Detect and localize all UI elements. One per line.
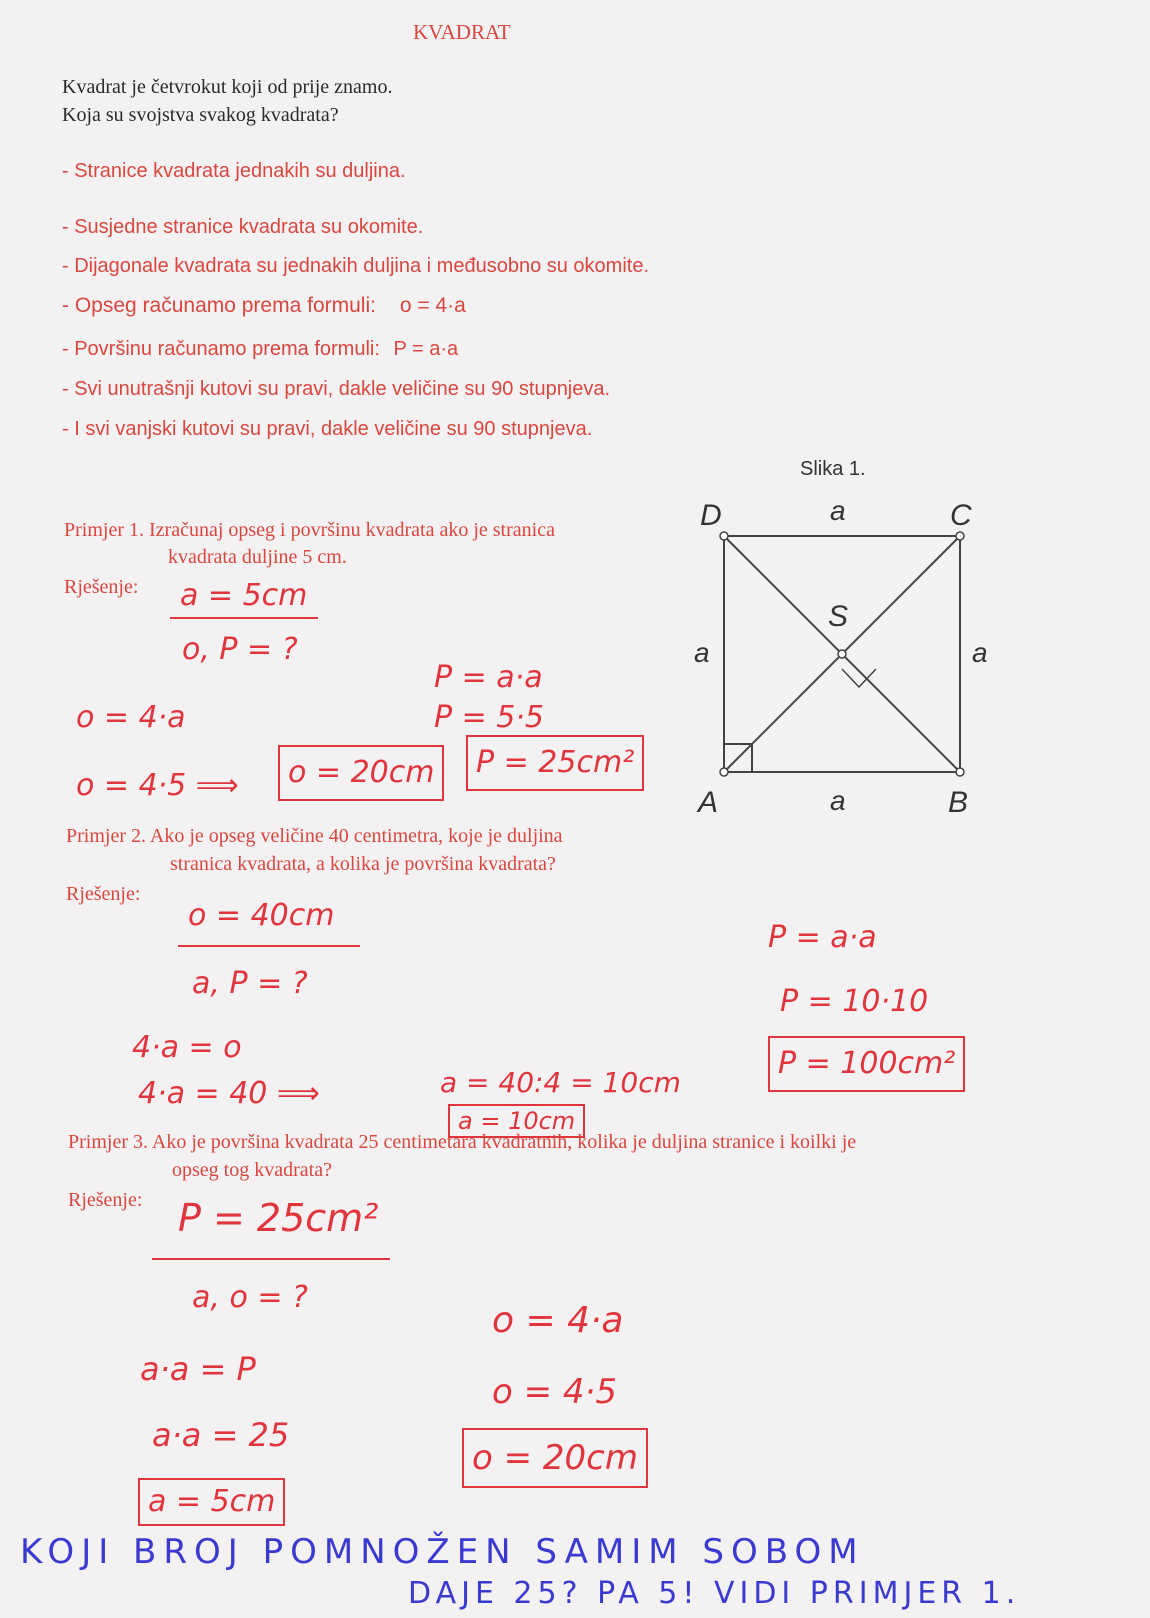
example-3-text-1: Ako je površina kvadrata 25 centimetara kvadratnih, kolika je duljina stranice i koilki je (151, 1131, 857, 1153)
ex3-find: a, o = ? (192, 1280, 308, 1315)
example-1-text-2: kvadrata duljine 5 cm. (168, 546, 347, 568)
ex3-right-result: o = 20cm (462, 1428, 648, 1488)
ex2-given-rule (178, 945, 360, 947)
property-2: - Susjedne stranice kvadrata su okomite. (62, 216, 424, 238)
ex1-given-rule (170, 617, 318, 619)
ex2-middle-result: a = 10cm (448, 1104, 585, 1138)
ex1-given: a = 5cm (180, 578, 308, 613)
intro-line-2: Koja su svojstva svakog kvadrata? (62, 104, 339, 126)
ex3-right-1: o = 4·a (492, 1300, 624, 1341)
example-3-title (68, 1131, 856, 1154)
side-label-left: a (694, 637, 710, 668)
area-formula: P = a·a (393, 338, 459, 360)
vertex-d: D (700, 499, 722, 532)
example-3-text-2: opseg tog kvadrata? (172, 1159, 332, 1181)
square-figure (690, 490, 1010, 830)
ex2-right-1: P = a·a (768, 920, 877, 955)
example-2-text-1: Ako je opseg veličine 40 centimetra, koje je duljina (149, 825, 563, 847)
example-2-solution-label: Rješenje: (66, 883, 141, 905)
ex2-right-2: P = 10·10 (780, 984, 929, 1019)
example-3-solution-label: Rješenje: (68, 1189, 143, 1211)
example-1-title (64, 519, 555, 542)
example-3-label: Primjer 3. (68, 1131, 148, 1153)
example-1-text-1: Izračunaj opseg i površinu kvadrata ako je stranica (149, 519, 555, 541)
property-7: - I svi vanjski kutovi su pravi, dakle veličine su 90 stupnjeva. (62, 418, 593, 440)
property-1: - Stranice kvadrata jednakih su duljina. (62, 160, 406, 182)
perimeter-formula: o = 4·a (399, 294, 466, 317)
example-1-label: Primjer 1. (64, 519, 144, 541)
side-label-top: a (830, 495, 846, 526)
property-6: - Svi unutrašnji kutovi su pravi, dakle veličine su 90 stupnjeva. (62, 378, 611, 400)
example-2-label: Primjer 2. (66, 825, 146, 847)
ex3-left-2: a·a = 25 (152, 1416, 290, 1454)
ex2-right-result: P = 100cm² (768, 1036, 965, 1092)
ex2-middle: a = 40:4 = 10cm (440, 1066, 681, 1099)
vertex-b: B (948, 786, 969, 819)
intro-line-1: Kvadrat je četvrokut koji od prije znamo. (62, 76, 393, 98)
property-5 (62, 338, 458, 361)
ex3-right-2: o = 4·5 (492, 1372, 617, 1412)
ex1-right-result: P = 25cm² (466, 735, 644, 791)
ex3-left-1: a·a = P (140, 1350, 256, 1388)
example-2-title (66, 825, 563, 848)
side-label-bottom: a (830, 785, 846, 816)
ex3-left-result: a = 5cm (138, 1478, 285, 1526)
center-s: S (828, 600, 849, 633)
ex1-left-2: o = 4·5 ⟹ (76, 768, 239, 803)
ex1-left-result: o = 20cm (278, 745, 444, 801)
ex2-left-1: 4·a = o (132, 1030, 242, 1065)
note-line-1: KOJI BROJ POMNOŽEN SAMIM SOBOM (20, 1532, 865, 1572)
ex2-left-2: 4·a = 40 ⟹ (138, 1076, 320, 1111)
figure-caption: Slika 1. (800, 458, 866, 480)
ex2-find: a, P = ? (192, 966, 308, 1001)
property-4-text: - Opseg računamo prema formuli: (62, 294, 376, 317)
vertex-a: A (698, 786, 719, 819)
ex1-find: o, P = ? (182, 632, 298, 667)
ex3-given: P = 25cm² (178, 1196, 379, 1240)
property-4 (62, 294, 466, 318)
property-3: - Dijagonale kvadrata su jednakih duljina i međusobno su okomite. (62, 255, 650, 277)
note-line-2: DAJE 25? PA 5! VIDI PRIMJER 1. (408, 1576, 1021, 1611)
example-1-solution-label: Rješenje: (64, 576, 139, 598)
page-title: KVADRAT (413, 20, 511, 44)
ex1-left-1: o = 4·a (76, 700, 186, 735)
vertex-c: C (950, 499, 972, 532)
property-5-text: - Površinu računamo prema formuli: (62, 338, 380, 360)
ex1-right-1: P = a·a (434, 660, 543, 695)
example-2-text-2: stranica kvadrata, a kolika je površina kvadrata? (170, 853, 556, 875)
side-label-right: a (972, 637, 988, 668)
ex2-given: o = 40cm (188, 898, 335, 933)
ex3-given-rule (152, 1258, 390, 1260)
ex1-right-2: P = 5·5 (434, 700, 545, 735)
